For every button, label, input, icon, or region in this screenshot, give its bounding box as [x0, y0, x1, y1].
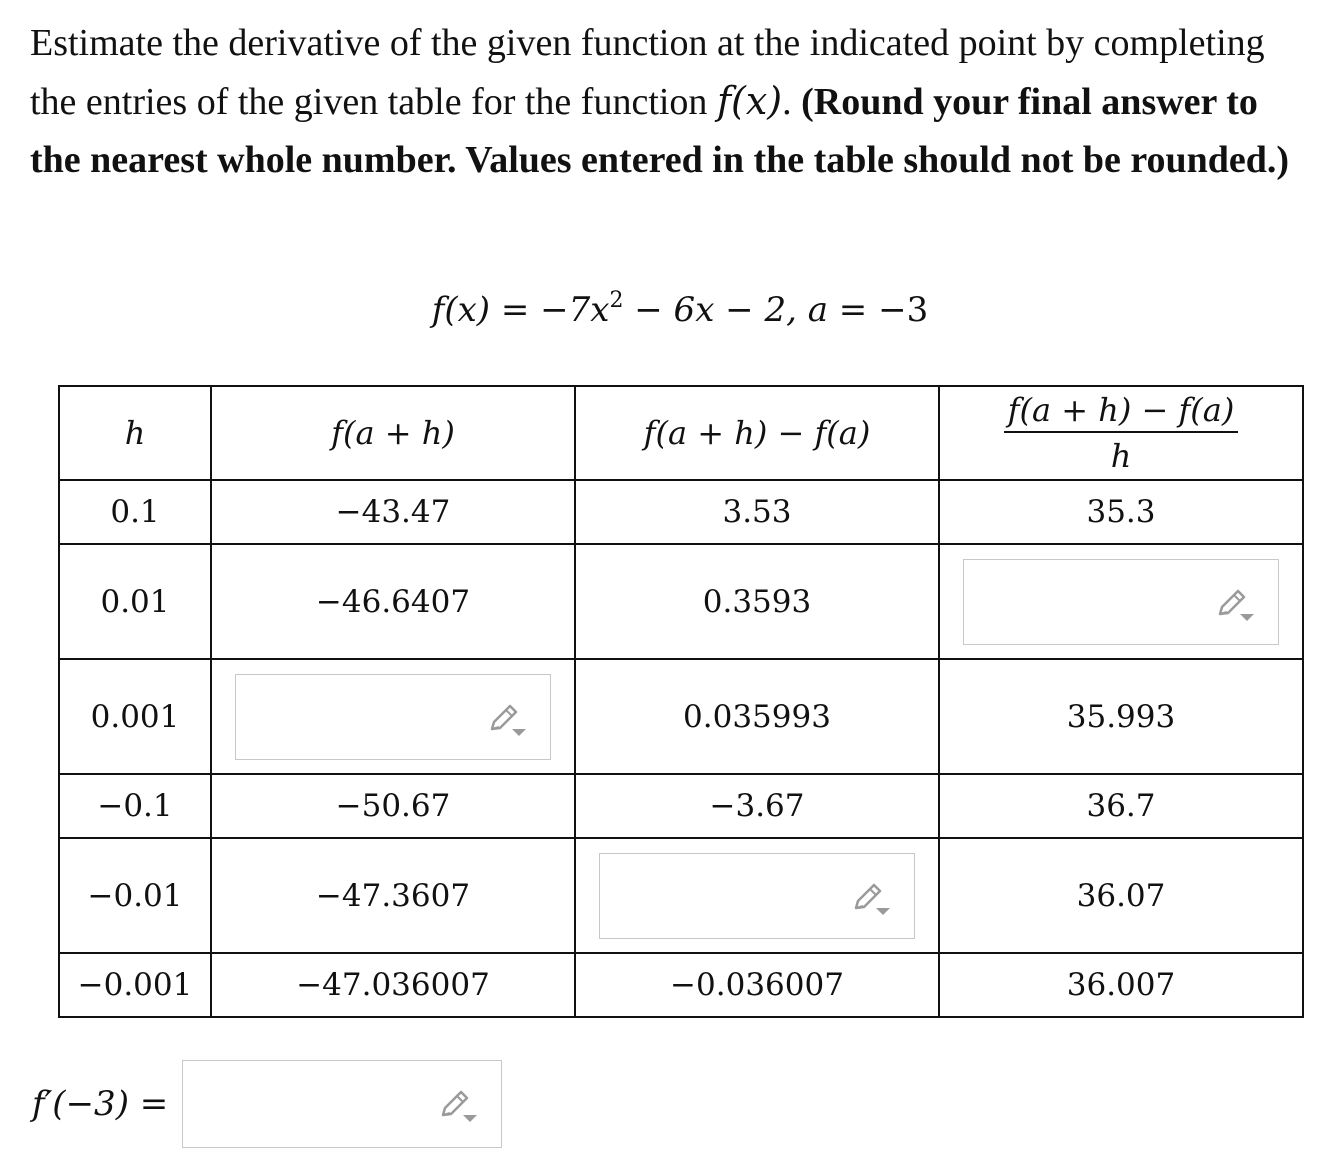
cell-h: 0.01	[59, 544, 211, 659]
cell-quotient: 36.007	[939, 953, 1303, 1017]
instructions-text: Estimate the derivative of the given function at the indicated point by completing the entries of the given table for the function	[30, 22, 1265, 123]
pencil-dropdown-icon[interactable]	[852, 882, 892, 916]
cell-quotient	[939, 544, 1303, 659]
table-row	[59, 480, 1303, 544]
cell-h: −0.01	[59, 838, 211, 953]
answer-input-quotient-h-0.01[interactable]	[963, 559, 1279, 645]
cell-difference: −3.67	[575, 774, 939, 838]
cell-f-a-plus-h	[211, 659, 575, 774]
rounding-note: (Round your final answer to the nearest whole number. Values entered in the table should not be rounded.)	[30, 81, 1290, 181]
table-row	[59, 659, 1303, 774]
cell-quotient: 35.3	[939, 480, 1303, 544]
pencil-dropdown-icon[interactable]	[439, 1089, 479, 1123]
problem-instructions	[30, 14, 1310, 189]
final-answer-input[interactable]	[182, 1060, 502, 1148]
quotient-numerator: f(a + h) − f(a)	[1004, 391, 1239, 433]
equation-function: f(x) = −7x	[431, 290, 610, 330]
table-row	[59, 838, 1303, 953]
cell-h: 0.001	[59, 659, 211, 774]
cell-quotient: 36.7	[939, 774, 1303, 838]
cell-h: −0.001	[59, 953, 211, 1017]
final-answer-label: f′(−3) =	[32, 1084, 169, 1124]
function-symbol: f(x)	[716, 79, 783, 123]
cell-f-a-plus-h: −43.47	[211, 480, 575, 544]
equation-exponent: 2	[609, 288, 624, 313]
quotient-fraction	[1004, 391, 1239, 475]
difference-quotient-table	[58, 385, 1304, 1018]
cell-f-a-plus-h: −50.67	[211, 774, 575, 838]
header-f-a-plus-h: f(a + h)	[211, 386, 575, 480]
cell-difference: 3.53	[575, 480, 939, 544]
cell-f-a-plus-h: −47.3607	[211, 838, 575, 953]
cell-difference: −0.036007	[575, 953, 939, 1017]
final-answer-row	[32, 1060, 502, 1148]
cell-f-a-plus-h: −46.6407	[211, 544, 575, 659]
header-quotient	[939, 386, 1303, 480]
answer-input-f-a-plus-h-0.001[interactable]	[235, 674, 551, 760]
answer-input-difference-h-neg-0.01[interactable]	[599, 853, 915, 939]
cell-h: 0.1	[59, 480, 211, 544]
cell-difference	[575, 838, 939, 953]
table-row	[59, 544, 1303, 659]
instructions-text-2: .	[782, 81, 802, 123]
equation-point-var: a	[807, 290, 828, 330]
table-row	[59, 953, 1303, 1017]
header-difference: f(a + h) − f(a)	[575, 386, 939, 480]
cell-f-a-plus-h: −47.036007	[211, 953, 575, 1017]
cell-difference: 0.3593	[575, 544, 939, 659]
cell-h: −0.1	[59, 774, 211, 838]
header-h: h	[59, 386, 211, 480]
quotient-denominator: h	[1110, 437, 1132, 475]
function-equation	[0, 288, 1330, 330]
pencil-dropdown-icon[interactable]	[488, 703, 528, 737]
cell-quotient: 36.07	[939, 838, 1303, 953]
cell-difference: 0.035993	[575, 659, 939, 774]
equation-point-value: = −3	[828, 290, 929, 330]
table-row	[59, 774, 1303, 838]
cell-quotient: 35.993	[939, 659, 1303, 774]
equation-rest: − 6x − 2,	[623, 290, 808, 330]
pencil-dropdown-icon[interactable]	[1216, 588, 1256, 622]
table-header-row	[59, 386, 1303, 480]
